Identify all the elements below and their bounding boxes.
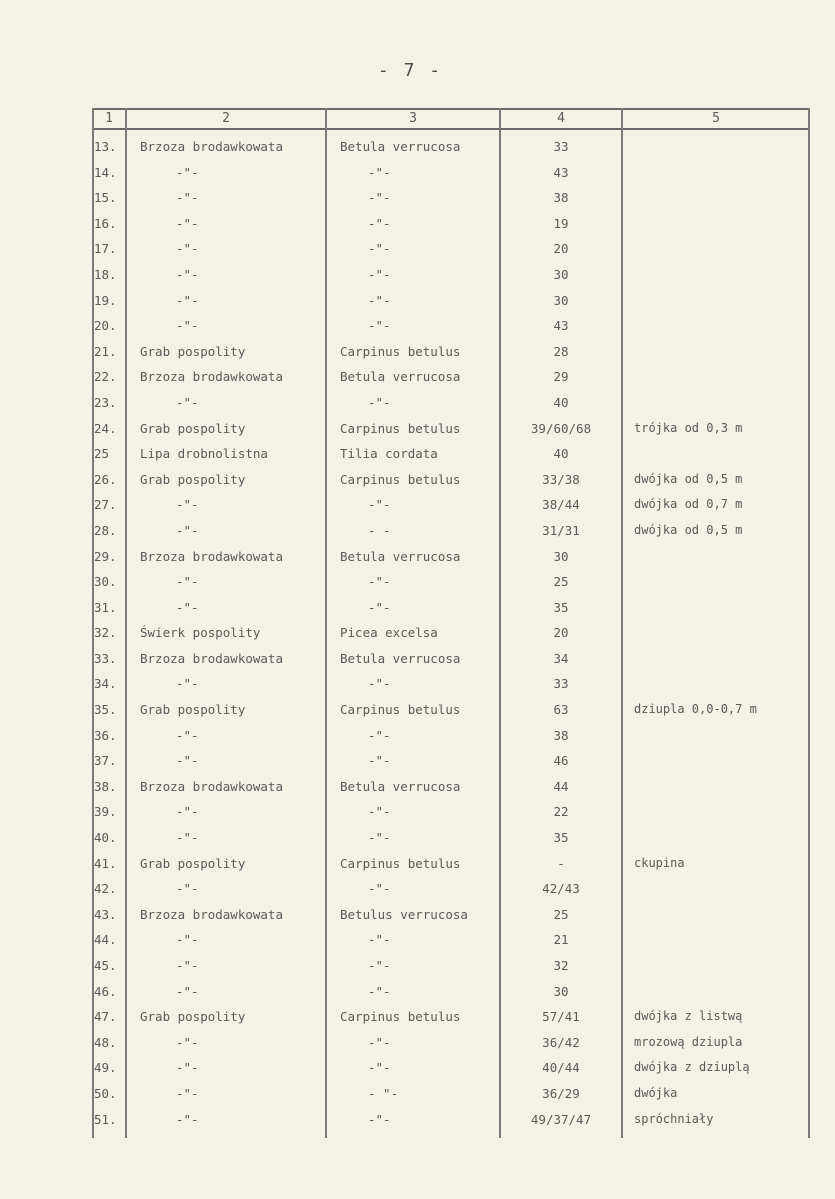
measurement-value: 22	[553, 804, 569, 820]
measurement-value: 36/42	[542, 1034, 580, 1050]
latin-name: -"-	[368, 241, 391, 257]
measurement-value: 33	[553, 676, 569, 692]
table-row	[92, 799, 810, 825]
row-number: 23.	[94, 394, 117, 410]
measurement-value: 28	[553, 343, 569, 359]
table-row	[92, 595, 810, 621]
remarks: dwójka z dziuplą	[634, 1060, 750, 1075]
polish-name: Lipa drobnolistna	[140, 446, 268, 462]
polish-name: -"-	[176, 1085, 199, 1101]
row-number: 19.	[94, 292, 117, 308]
measurement-value: 30	[553, 548, 569, 564]
polish-name: -"-	[176, 676, 199, 692]
remarks: dwójka z listwą	[634, 1009, 743, 1024]
table-row	[92, 953, 810, 979]
polish-name: Grab pospolity	[140, 702, 246, 718]
polish-name: -"-	[176, 753, 199, 769]
latin-name: -"-	[368, 266, 391, 282]
latin-name: Carpinus betulus	[340, 420, 461, 436]
table-row	[92, 876, 810, 902]
polish-name: -"-	[176, 830, 199, 846]
table-body	[92, 134, 810, 1132]
remarks: spróchniały	[634, 1111, 714, 1126]
latin-name: Betula verrucosa	[340, 778, 461, 794]
table-row	[92, 1004, 810, 1030]
row-number: 24.	[94, 420, 117, 436]
measurement-value: 31/31	[542, 522, 580, 538]
measurement-value: 39/60/68	[530, 420, 592, 436]
measurement-value: 43	[553, 164, 569, 180]
row-number: 32.	[94, 625, 117, 641]
remarks: dwójka od 0,5 m	[634, 471, 743, 486]
row-number: 50.	[94, 1085, 117, 1101]
latin-name: -"-	[368, 164, 391, 180]
polish-name: -"-	[176, 1034, 199, 1050]
table-row	[92, 364, 810, 390]
header-col-1: 1	[105, 111, 113, 126]
table-row	[92, 262, 810, 288]
table-row	[92, 185, 810, 211]
polish-name: -"-	[176, 804, 199, 820]
row-number: 40.	[94, 830, 117, 846]
polish-name: -"-	[176, 574, 199, 590]
table-row	[92, 1030, 810, 1056]
latin-name: -"-	[368, 881, 391, 897]
latin-name: -"-	[368, 830, 391, 846]
latin-name: Carpinus betulus	[340, 855, 461, 871]
latin-name: -"-	[368, 983, 391, 999]
measurement-value: 42/43	[542, 881, 580, 897]
table-row	[92, 416, 810, 442]
polish-name: Brzoza brodawkowata	[140, 139, 283, 154]
row-number: 16.	[94, 215, 117, 231]
row-number: 51.	[94, 1111, 117, 1127]
table-header	[92, 108, 810, 130]
measurement-value: 35	[553, 599, 569, 615]
measurement-value: 63	[553, 702, 569, 718]
row-number: 20.	[94, 318, 117, 334]
latin-name: -"-	[368, 727, 391, 743]
latin-name: -"-	[368, 1034, 391, 1050]
table-row	[92, 518, 810, 544]
row-number: 30.	[94, 574, 117, 590]
table-row	[92, 1081, 810, 1107]
latin-name: Betula verrucosa	[340, 650, 461, 666]
table-row	[92, 467, 810, 493]
polish-name: Brzoza brodawkowata	[140, 906, 283, 922]
table-row	[92, 774, 810, 800]
polish-name: -"-	[176, 727, 199, 743]
row-number: 44.	[94, 932, 117, 948]
row-number: 38.	[94, 778, 117, 794]
table-row	[92, 723, 810, 749]
polish-name: Brzoza brodawkowata	[140, 369, 283, 385]
latin-name: Tilia cordata	[340, 446, 438, 462]
row-number: 49.	[94, 1060, 117, 1076]
latin-name: -"-	[368, 958, 391, 973]
table-row	[92, 160, 810, 186]
table-row	[92, 236, 810, 262]
latin-name: -"-	[368, 599, 391, 615]
row-number: 39.	[94, 804, 117, 820]
latin-name: - -	[368, 522, 391, 538]
table-row	[92, 748, 810, 774]
row-number: 34.	[94, 676, 117, 692]
polish-name: Grab pospolity	[140, 343, 246, 359]
row-number: 33.	[94, 650, 117, 666]
table-row	[92, 825, 810, 851]
polish-name: -"-	[176, 522, 199, 538]
row-number: 47.	[94, 1009, 117, 1025]
row-number: 46.	[94, 983, 117, 999]
row-number: 42.	[94, 881, 117, 897]
row-number: 35.	[94, 702, 117, 718]
row-number: 43.	[94, 906, 117, 922]
latin-name: -"-	[368, 190, 391, 206]
table-row	[92, 313, 810, 339]
measurement-value: 21	[553, 932, 569, 948]
measurement-value: 34	[553, 650, 569, 666]
latin-name: -"-	[368, 932, 391, 948]
row-number: 26.	[94, 471, 117, 487]
row-number: 13.	[94, 139, 117, 154]
polish-name: -"-	[176, 932, 199, 948]
measurement-value: 57/41	[542, 1009, 580, 1025]
polish-name: -"-	[176, 1060, 199, 1076]
remarks: mrozową dziupla	[634, 1034, 743, 1049]
measurement-value: 35	[553, 830, 569, 846]
measurement-value: 19	[553, 215, 569, 231]
latin-name: -"-	[368, 676, 391, 692]
latin-name: -"-	[368, 753, 391, 769]
latin-name: -"-	[368, 804, 391, 820]
remarks: dziupla 0,0-0,7 m	[634, 702, 757, 717]
row-number: 15.	[94, 190, 117, 206]
measurement-value: 33	[553, 139, 569, 154]
polish-name: Brzoza brodawkowata	[140, 650, 283, 666]
row-number: 37.	[94, 753, 117, 769]
table-row	[92, 697, 810, 723]
latin-name: -"-	[368, 1111, 391, 1127]
measurement-value: 20	[553, 241, 569, 257]
table-row	[92, 620, 810, 646]
row-number: 18.	[94, 266, 117, 282]
table-row	[92, 544, 810, 570]
table-row	[92, 492, 810, 518]
row-number: 45.	[94, 958, 117, 973]
polish-name: -"-	[176, 266, 199, 282]
polish-name: -"-	[176, 497, 199, 513]
polish-name: Grab pospolity	[140, 420, 246, 436]
latin-name: -"-	[368, 292, 391, 308]
remarks: trójka od 0,3 m	[634, 420, 743, 435]
table-row	[92, 646, 810, 672]
table-row	[92, 339, 810, 365]
latin-name: -"-	[368, 215, 391, 231]
table-row	[92, 569, 810, 595]
polish-name: Grab pospolity	[140, 855, 246, 871]
measurement-value: 38	[553, 190, 569, 206]
remarks: dwójka	[634, 1085, 678, 1100]
latin-name: Betula verrucosa	[340, 369, 461, 385]
table-row	[92, 134, 810, 160]
row-number: 22.	[94, 369, 117, 385]
measurement-value: 32	[553, 958, 569, 973]
measurement-value: 46	[553, 753, 569, 769]
row-number: 31.	[94, 599, 117, 615]
row-number: 27.	[94, 497, 117, 513]
measurement-value: 25	[553, 906, 569, 922]
header-col-4: 4	[557, 111, 565, 126]
header-col-5: 5	[712, 111, 720, 126]
measurement-value: 30	[553, 983, 569, 999]
latin-name: - "-	[368, 1085, 399, 1101]
latin-name: Carpinus betulus	[340, 471, 461, 487]
row-number: 41.	[94, 855, 117, 871]
polish-name: -"-	[176, 958, 199, 973]
measurement-value: 38/44	[542, 497, 580, 513]
latin-name: -"-	[368, 318, 391, 334]
table-row	[92, 671, 810, 697]
measurement-value: 38	[553, 727, 569, 743]
measurement-value: 36/29	[542, 1085, 580, 1101]
measurement-value: 40	[553, 394, 569, 410]
table-row	[92, 288, 810, 314]
measurement-value: 40/44	[542, 1060, 580, 1076]
remarks: dwójka od 0,7 m	[634, 497, 743, 512]
latin-name: -"-	[368, 394, 391, 410]
latin-name: -"-	[368, 574, 391, 590]
measurement-value: 30	[553, 292, 569, 308]
polish-name: Brzoza brodawkowata	[140, 778, 283, 794]
measurement-value: 33/38	[542, 471, 580, 487]
polish-name: -"-	[176, 164, 199, 180]
row-number: 14.	[94, 164, 117, 180]
header-col-2: 2	[222, 111, 230, 126]
polish-name: Świerk pospolity	[140, 625, 261, 641]
table-row	[92, 979, 810, 1005]
table-row	[92, 1107, 810, 1133]
latin-name: Carpinus betulus	[340, 343, 461, 359]
table-row	[92, 1055, 810, 1081]
measurement-value: -	[557, 855, 565, 871]
table-row	[92, 211, 810, 237]
polish-name: -"-	[176, 190, 199, 206]
table-row	[92, 902, 810, 928]
page-number: - 7 -	[377, 60, 443, 81]
polish-name: -"-	[176, 241, 199, 257]
polish-name: -"-	[176, 881, 199, 897]
polish-name: -"-	[176, 318, 199, 334]
latin-name: Betula verrucosa	[340, 548, 461, 564]
latin-name: Betulus verrucosa	[340, 906, 468, 922]
polish-name: -"-	[176, 292, 199, 308]
polish-name: Grab pospolity	[140, 1009, 246, 1025]
polish-name: Grab pospolity	[140, 471, 246, 487]
row-number: 25	[94, 446, 110, 462]
polish-name: -"-	[176, 1111, 199, 1127]
remarks: dwójka od 0,5 m	[634, 522, 743, 537]
measurement-value: 40	[553, 446, 569, 462]
table-row	[92, 441, 810, 467]
polish-name: -"-	[176, 599, 199, 615]
latin-name: Betula verrucosa	[340, 139, 461, 154]
tree-inventory-table	[92, 108, 810, 1138]
row-number: 21.	[94, 343, 117, 359]
measurement-value: 20	[553, 625, 569, 641]
table-row	[92, 851, 810, 877]
row-number: 36.	[94, 727, 117, 743]
measurement-value: 30	[553, 266, 569, 282]
measurement-value: 29	[553, 369, 569, 385]
row-number: 48.	[94, 1034, 117, 1050]
polish-name: -"-	[176, 215, 199, 231]
latin-name: Carpinus betulus	[340, 702, 461, 718]
polish-name: Brzoza brodawkowata	[140, 548, 283, 564]
header-col-3: 3	[409, 111, 417, 126]
measurement-value: 49/37/47	[530, 1111, 592, 1127]
latin-name: Carpinus betulus	[340, 1009, 461, 1025]
row-number: 17.	[94, 241, 117, 257]
latin-name: -"-	[368, 1060, 391, 1076]
row-number: 29.	[94, 548, 117, 564]
latin-name: Picea excelsa	[340, 625, 438, 641]
measurement-value: 44	[553, 778, 569, 794]
measurement-value: 43	[553, 318, 569, 334]
polish-name: -"-	[176, 394, 199, 410]
polish-name: -"-	[176, 983, 199, 999]
table-row	[92, 927, 810, 953]
measurement-value: 25	[553, 574, 569, 590]
latin-name: -"-	[368, 497, 391, 513]
remarks: ckupina	[634, 855, 685, 870]
table-row	[92, 390, 810, 416]
row-number: 28.	[94, 522, 117, 538]
